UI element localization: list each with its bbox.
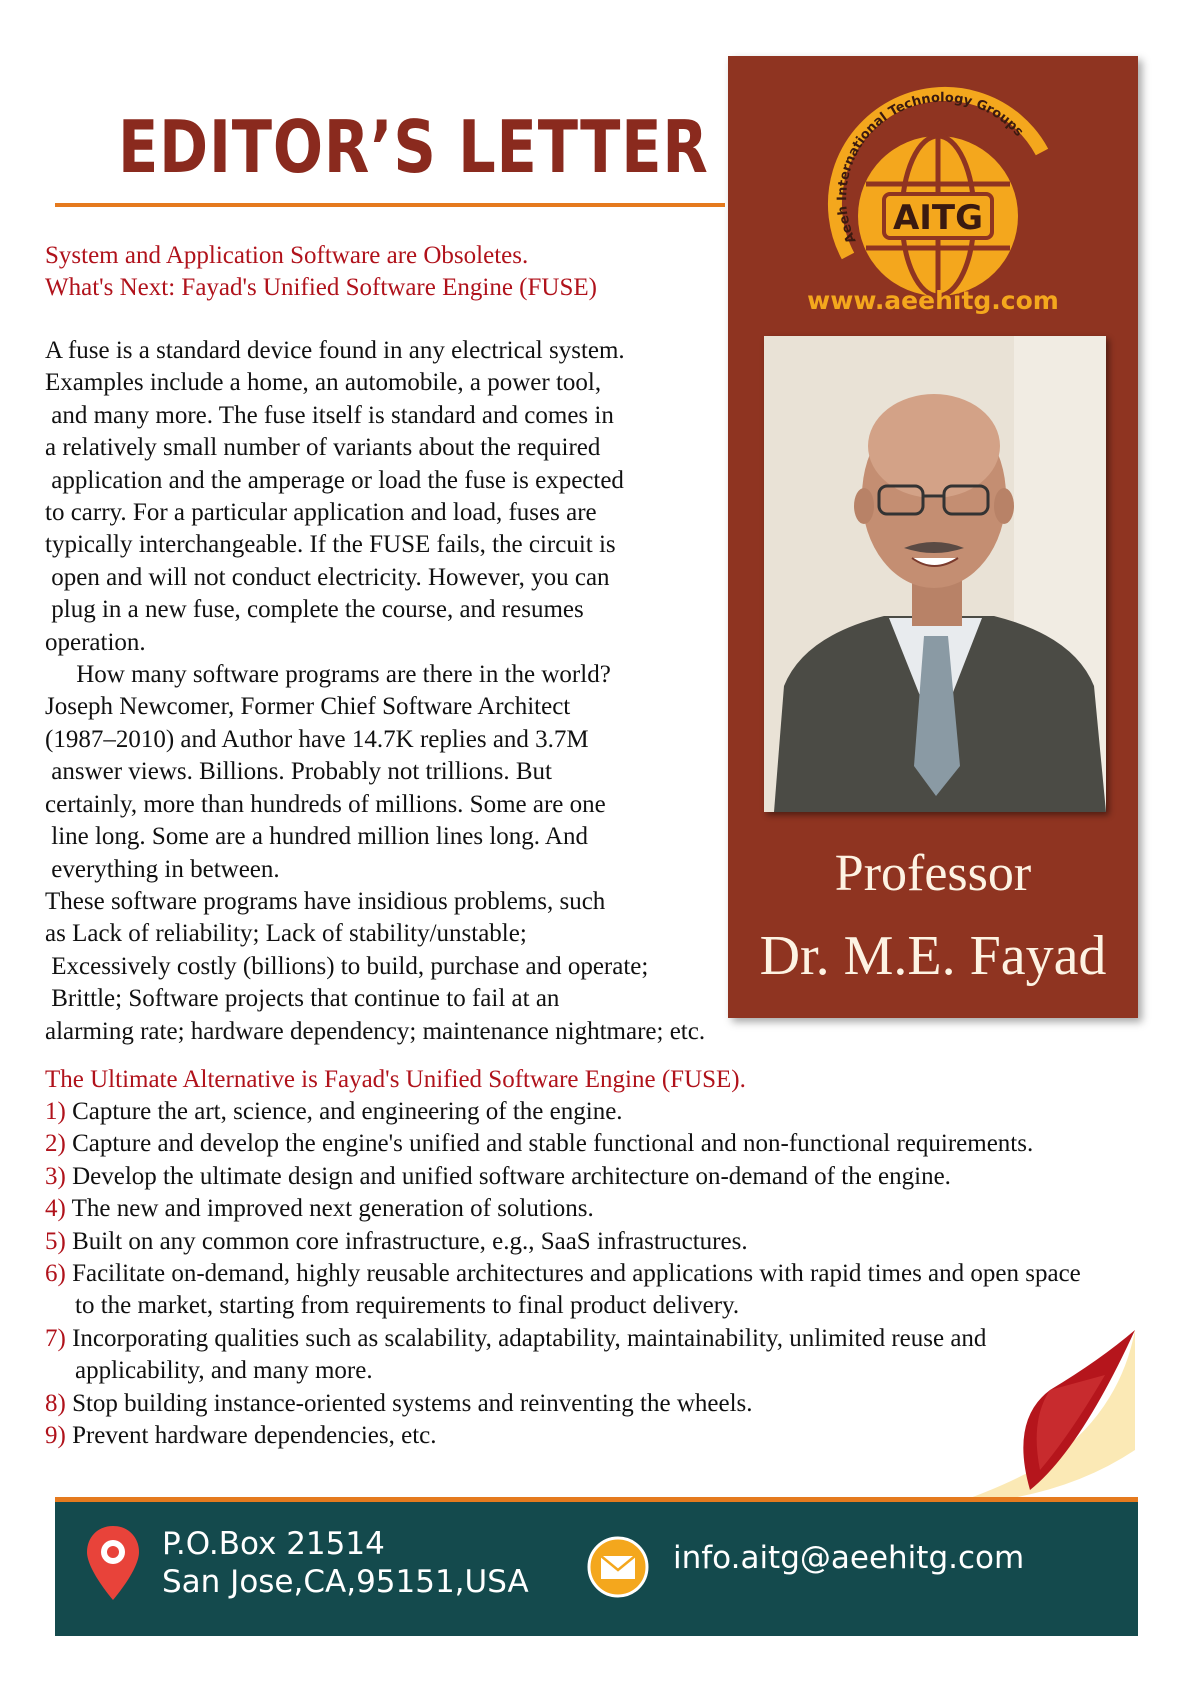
list-item-text: Incorporating qualities such as scalability, adaptability, maintainability, unlimited reuse and applicability, and many more.: [72, 1324, 987, 1385]
address-line-1: P.O.Box 21514: [162, 1526, 385, 1562]
list-item-text: Built on any common core infrastructure, e.g., SaaS infrastructures.: [72, 1227, 748, 1255]
letter-subtitle: [45, 240, 685, 304]
author-title: Professor: [834, 845, 1032, 902]
list-item-text: The new and improved next generation of solutions.: [71, 1195, 594, 1223]
list-item: [45, 1193, 1085, 1225]
list-item-number: 1): [45, 1098, 66, 1125]
logo-abbr: AITG: [892, 198, 984, 238]
alternative-heading: The Ultimate Alternative is Fayad's Unified Software Engine (FUSE).: [45, 1066, 746, 1093]
body-line: These software programs have insidious problems, such: [45, 887, 606, 915]
list-item-text: Prevent hardware dependencies, etc.: [72, 1422, 437, 1450]
list-item-text: Stop building instance-oriented systems and reinventing the wheels.: [72, 1389, 753, 1417]
list-item-number: 2): [45, 1130, 66, 1158]
body-line: application and the amperage or load the fuse is expected: [45, 466, 624, 494]
title-underline: [55, 203, 725, 207]
list-item: [45, 1388, 1085, 1420]
body-line: Joseph Newcomer, Former Chief Software Architect: [45, 693, 571, 721]
list-item-number: 8): [45, 1389, 66, 1417]
body-line: open and will not conduct electricity. However, you can: [45, 563, 610, 591]
email-link[interactable]: info.aitg@aeehitg.com: [673, 1540, 1025, 1576]
letter-body: [45, 335, 745, 1048]
logo-arc-text: Aeeh International Technology Groups: [835, 90, 1027, 246]
list-item-number: 5): [45, 1227, 66, 1255]
body-line: everything in between.: [45, 855, 280, 883]
address-line-2: San Jose,CA,95151,USA: [162, 1564, 529, 1600]
location-pin-icon: [85, 1524, 141, 1602]
body-line: A fuse is a standard device found in any electrical system.: [45, 337, 625, 364]
list-item-text: Develop the ultimate design and unified software architecture on-demand of the engine.: [72, 1162, 951, 1190]
body-line: answer views. Billions. Probably not trillions. But: [45, 758, 552, 786]
list-item: [45, 1128, 1085, 1160]
list-item: [45, 1323, 1085, 1388]
author-name: Dr. M.E. Fayad: [759, 925, 1107, 987]
body-line: and many more. The fuse itself is standard and comes in: [45, 401, 614, 429]
page-curl-decoration: [930, 1330, 1135, 1510]
contact-footer: [55, 1497, 1138, 1636]
subtitle-line: System and Application Software are Obsoletes.: [45, 242, 529, 269]
portrait-photo: [764, 336, 1106, 812]
website-url[interactable]: www.aeehitg.com: [807, 286, 1059, 315]
author-sidebar: [728, 56, 1138, 1018]
body-line: plug in a new fuse, complete the course, and resumes: [45, 596, 584, 624]
body-line: alarming rate; hardware dependency; maintenance nightmare; etc.: [45, 1017, 706, 1045]
list-item-number: 6): [45, 1260, 66, 1288]
body-line: operation.: [45, 628, 146, 656]
body-line: Examples include a home, an automobile, a power tool,: [45, 369, 602, 397]
page-title: EDITOR’S LETTER: [118, 105, 709, 189]
list-item-number: 7): [45, 1324, 66, 1352]
body-line: Brittle; Software projects that continue to fail at an: [45, 985, 560, 1013]
list-item: [45, 1226, 1085, 1258]
list-item-number: 9): [45, 1422, 66, 1450]
body-line: How many software programs are there in the world?: [45, 661, 611, 689]
subtitle-line: What's Next: Fayad's Unified Software Engine (FUSE): [45, 274, 597, 301]
envelope-icon: [587, 1536, 649, 1598]
body-line: certainly, more than hundreds of millions. Some are one: [45, 790, 606, 818]
body-line: as Lack of reliability; Lack of stability/unstable;: [45, 920, 527, 948]
list-item-number: 4): [45, 1195, 66, 1223]
list-item: [45, 1420, 1085, 1452]
body-line: a relatively small number of variants about the required: [45, 434, 601, 462]
alternative-list: [45, 1096, 1085, 1452]
body-line: line long. Some are a hundred million lines long. And: [45, 823, 588, 851]
list-item-text: Capture the art, science, and engineering of the engine.: [72, 1098, 623, 1125]
list-item: [45, 1258, 1085, 1323]
list-item-text: Capture and develop the engine's unified and stable functional and non-functional requirements.: [72, 1130, 1034, 1158]
body-line: typically interchangeable. If the FUSE fails, the circuit is: [45, 531, 616, 559]
body-line: (1987–2010) and Author have 14.7K replies and 3.7M: [45, 725, 589, 753]
aitg-logo: [818, 66, 1058, 306]
body-line: to carry. For a particular application and load, fuses are: [45, 499, 597, 527]
body-line: Excessively costly (billions) to build, purchase and operate;: [45, 952, 649, 980]
list-item: [45, 1096, 1085, 1128]
list-item-number: 3): [45, 1162, 66, 1190]
list-item: [45, 1161, 1085, 1193]
list-item-text: Facilitate on-demand, highly reusable architectures and applications with rapid times and open space to the market, starting from requirements to final product delivery.: [72, 1260, 1081, 1320]
